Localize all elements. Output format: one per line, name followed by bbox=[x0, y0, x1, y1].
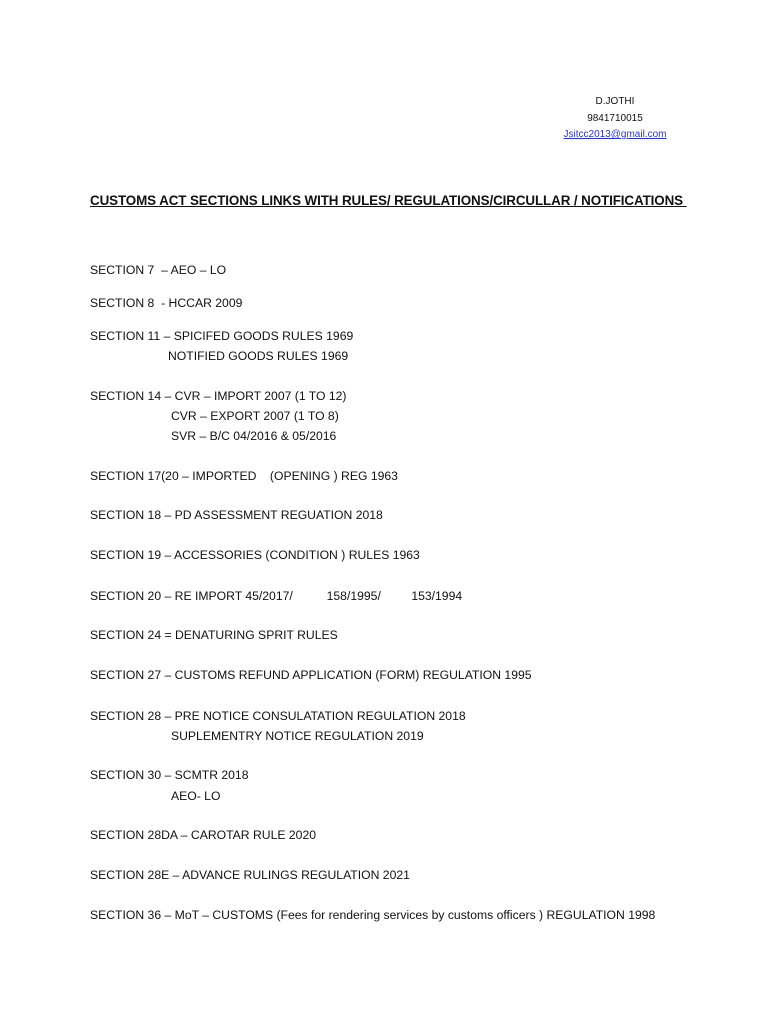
contact-name: D.JOTHI bbox=[595, 96, 635, 107]
section-28da-line: SECTION 28DA – CAROTAR RULE 2020 bbox=[90, 828, 316, 842]
section-24-line: SECTION 24 = DENATURING SPRIT RULES bbox=[90, 628, 338, 642]
document-title: CUSTOMS ACT SECTIONS LINKS WITH RULES/ REGULATIONS/CIRCULLAR / NOTIFICATIONS bbox=[90, 193, 687, 208]
section-19-line: SECTION 19 – ACCESSORIES (CONDITION ) RULES 1963 bbox=[90, 548, 420, 562]
contact-block bbox=[540, 94, 690, 144]
section-11-sub-line: NOTIFIED GOODS RULES 1969 bbox=[168, 349, 349, 363]
section-28-line: SECTION 28 – PRE NOTICE CONSULATATION REGULATION 2018 bbox=[90, 709, 466, 723]
section-28e-line: SECTION 28E – ADVANCE RULINGS REGULATION 2021 bbox=[90, 868, 410, 882]
section-7-line: SECTION 7 – AEO – LO bbox=[90, 263, 227, 277]
section-18-line: SECTION 18 – PD ASSESSMENT REGUATION 2018 bbox=[90, 508, 383, 522]
section-14-sub-line-2: SVR – B/C 04/2016 & 05/2016 bbox=[171, 429, 337, 443]
section-30-line: SECTION 30 – SCMTR 2018 bbox=[90, 768, 249, 782]
section-27-line: SECTION 27 – CUSTOMS REFUND APPLICATION (FORM) REGULATION 1995 bbox=[90, 668, 532, 682]
section-14-line: SECTION 14 – CVR – IMPORT 2007 (1 TO 12) bbox=[90, 389, 347, 403]
section-8-line: SECTION 8 - HCCAR 2009 bbox=[90, 296, 243, 310]
section-11-line: SECTION 11 – SPICIFED GOODS RULES 1969 bbox=[90, 329, 354, 343]
section-20-line: SECTION 20 – RE IMPORT 45/2017/ 158/1995/ 153/1994 bbox=[90, 589, 463, 603]
section-17-line: SECTION 17(20 – IMPORTED (OPENING ) REG 1963 bbox=[90, 469, 398, 483]
section-28-sub-line: SUPLEMENTRY NOTICE REGULATION 2019 bbox=[171, 729, 424, 743]
section-36-line: SECTION 36 – MoT – CUSTOMS (Fees for rendering services by customs officers ) REGULATION 1998 bbox=[90, 908, 656, 922]
contact-email-link[interactable]: Jsitcc2013@gmail.com bbox=[563, 129, 667, 140]
section-14-sub-line-1: CVR – EXPORT 2007 (1 TO 8) bbox=[171, 409, 339, 423]
contact-phone: 9841710015 bbox=[587, 112, 643, 124]
section-30-sub-line: AEO- LO bbox=[171, 789, 221, 803]
